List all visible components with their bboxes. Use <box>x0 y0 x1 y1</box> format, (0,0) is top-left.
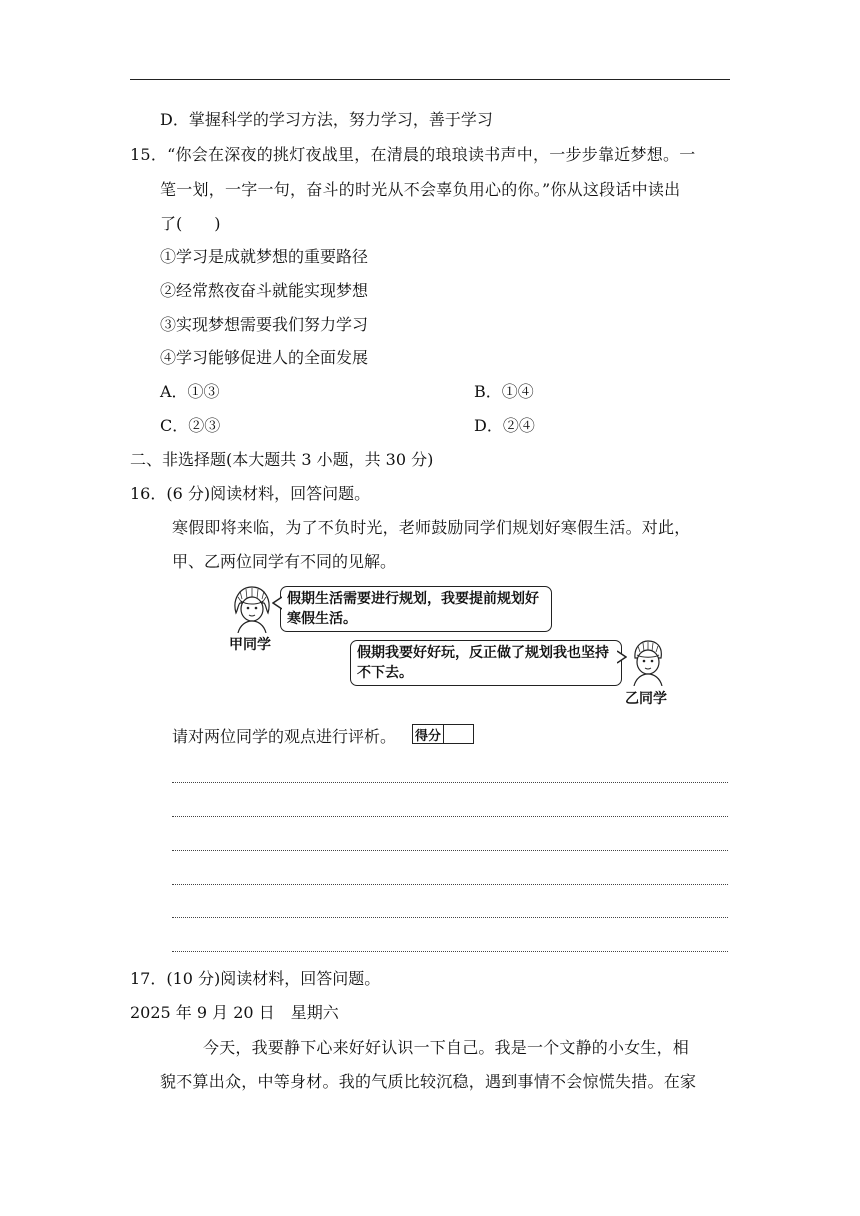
score-box-field[interactable] <box>444 725 473 743</box>
q15-statement-1: ①学习是成就梦想的重要路径 <box>160 247 369 266</box>
q15-statement-2: ②经常熬夜奋斗就能实现梦想 <box>160 281 369 300</box>
answer-line[interactable] <box>172 816 728 817</box>
header-rule <box>130 79 730 80</box>
student-b-label: 乙同学 <box>625 691 667 707</box>
score-box <box>412 724 474 744</box>
q15-option-c: C．②③ <box>160 416 221 435</box>
q16-prompt: 请对两位同学的观点进行评析。 <box>172 727 397 746</box>
score-box-label: 得分 <box>413 725 444 743</box>
q15-option-a: A．①③ <box>160 382 220 401</box>
q15-option-d: D．②④ <box>474 416 535 435</box>
q16-material-line2: 甲、乙两位同学有不同的见解。 <box>172 552 397 571</box>
q15-statement-3: ③实现梦想需要我们努力学习 <box>160 315 369 334</box>
student-a-label: 甲同学 <box>229 637 271 653</box>
answer-line[interactable] <box>172 951 728 952</box>
student-b-illustration <box>626 638 670 686</box>
answer-line[interactable] <box>172 850 728 851</box>
answer-line[interactable] <box>172 917 728 918</box>
student-a-speech-bubble: 假期生活需要进行规划，我要提前规划好寒假生活。 <box>280 586 552 632</box>
student-a-illustration <box>228 583 276 633</box>
q15-stem-line1: 15．“你会在深夜的挑灯夜战里，在清晨的琅琅读书声中，一步步靠近梦想。一 <box>130 145 696 164</box>
q15-statement-4: ④学习能够促进人的全面发展 <box>160 348 369 367</box>
answer-line[interactable] <box>172 782 728 783</box>
q16-heading: 16．(6 分)阅读材料，回答问题。 <box>130 484 371 503</box>
q14-option-d: D．掌握科学的学习方法，努力学习，善于学习 <box>160 110 493 129</box>
speech-tail-a <box>272 596 282 610</box>
q17-diary-line1: 今天，我要静下心来好好认识一下自己。我是一个文静的小女生，相 <box>203 1038 690 1057</box>
section-heading: 二、非选择题(本大题共 3 小题，共 30 分) <box>130 450 434 469</box>
q17-heading: 17．(10 分)阅读材料，回答问题。 <box>130 969 381 988</box>
student-b-speech-bubble: 假期我要好好玩，反正做了规划我也坚持不下去。 <box>350 640 622 686</box>
q15-stem-line3: 了( ) <box>160 214 221 233</box>
q15-stem-line2: 笔一划，一字一句，奋斗的时光从不会辜负用心的你。”你从这段话中读出 <box>160 180 681 199</box>
q15-option-b: B．①④ <box>474 382 534 401</box>
q17-diary-line2: 貌不算出众，中等身材。我的气质比较沉稳，遇到事情不会惊慌失措。在家 <box>160 1072 697 1091</box>
q17-date: 2025 年 9 月 20 日 星期六 <box>130 1003 339 1022</box>
q16-material-line1: 寒假即将来临，为了不负时光，老师鼓励同学们规划好寒假生活。对此， <box>172 518 691 537</box>
answer-line[interactable] <box>172 884 728 885</box>
